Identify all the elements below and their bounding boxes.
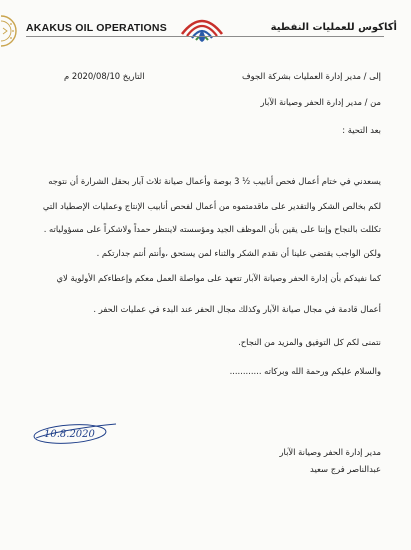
svg-text:10.8.2020: 10.8.2020 [44,429,95,440]
signer-title: مدير إدارة الحفر وصيانة الآبار [279,447,381,457]
greeting: بعد التحية : [342,125,381,135]
paragraph-1-line-1: يسعدني في ختام أعمال فحص أنابيب ½ 3 بوصة وأعمال صيانة ثلاث آبار بحقل الشرارة أن نتوجه [48,176,381,186]
paragraph-3-line-1: كما نفيدكم بأن إدارة الحفر وصيانة الآبار تتعهد على مواصلة العمل معكم وإعطاءكم الأولوية لاي [56,273,381,283]
header-divider [26,36,384,37]
company-seal-stamp [1,8,24,54]
handwritten-signature-date [32,420,118,446]
company-name-english: AKAKUS OIL OPERATIONS [26,22,167,34]
company-logo [176,6,228,46]
paragraph-1-line-2: لكم بخالص الشكر والتقدير على ماقدمتموه من أعمال لفحص أنابيب الإنتاج وعمليات الإصطياد التي [42,201,381,211]
paragraph-1-line-3: تكللت بالنجاح وإننا على يقين بأن الموظف الجيد ومؤسسته لاينتظر حمداً ولاشكراً على مسؤولياته . [43,224,381,234]
paragraph-4: نتمنى لكم كل التوفيق والمزيد من النجاح. [238,337,381,347]
paragraph-3-line-2: أعمال قادمة في مجال صيانة الآبار وكذلك مجال الحفر عند البدء في عمليات الحفر . [93,304,381,314]
company-name-arabic: أكاكوس للعمليات النفطية [270,22,397,33]
closing-line: والسلام عليكم ورحمة الله وبركاته ............ [229,366,381,376]
sender-line: من / مدير إدارة الحفر وصيانة الآبار [260,97,381,107]
letter-date: التاريخ 2020/08/10 م [64,71,145,81]
paragraph-2: ولكن الواجب يقتضي علينا أن نقدم الشكر والثناء لمن يستحق ،وأنتم أنتم جدارتكم . [96,248,381,258]
recipient-line: إلى / مدير إدارة العمليات بشركة الجوف [242,71,381,81]
signer-name: عبدالناصر فرج سعيد [310,464,381,474]
